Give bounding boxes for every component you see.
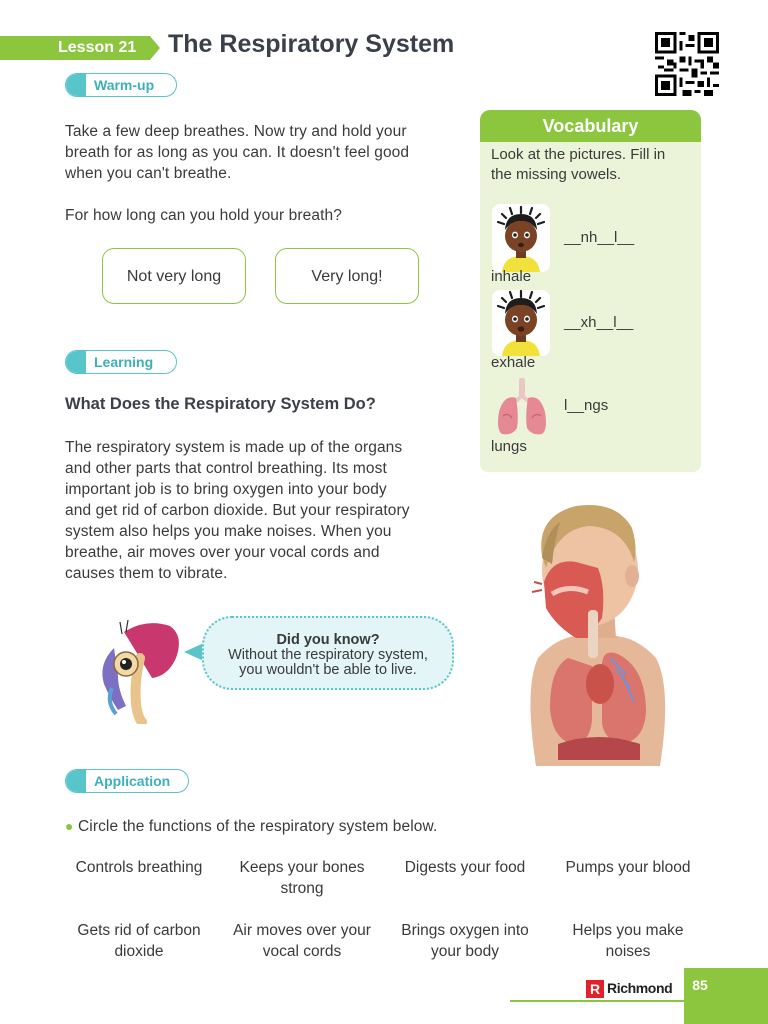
warmup-line: when you can't breathe.: [65, 165, 232, 182]
learning-line: important job is to bring oxygen into your body: [65, 481, 387, 498]
function-option-line: your body: [430, 943, 500, 960]
learning-paragraph: [65, 437, 475, 584]
function-option-line: Digests your food: [404, 859, 526, 876]
lesson-tag: [0, 36, 160, 60]
mascot-character-icon: [96, 618, 186, 724]
learning-line: and get rid of carbon dioxide. But your respiratory: [65, 502, 410, 519]
application-instruction: Circle the functions of the respiratory system below.: [77, 818, 438, 835]
learning-pill: [65, 350, 177, 374]
vocab-blank-lungs[interactable]: l__ngs: [564, 397, 609, 414]
vocab-blank-exhale[interactable]: __xh__l__: [564, 314, 634, 331]
richmond-logo-icon: R: [586, 980, 604, 998]
function-option-line: Helps you make: [572, 922, 684, 939]
respiratory-anatomy-illustration: [506, 498, 688, 766]
learning-line: causes them to vibrate.: [65, 565, 228, 582]
inhale-child-icon: [492, 204, 550, 272]
function-option[interactable]: [64, 857, 214, 878]
lungs-icon: [494, 376, 550, 438]
warmup-line: breath for as long as you can. It doesn't feel good: [65, 144, 410, 161]
did-you-know-bubble: [202, 616, 454, 690]
answer-not-very-long[interactable]: Not very long: [102, 248, 246, 304]
function-option[interactable]: [227, 920, 377, 962]
bullet-icon: ●: [65, 818, 74, 834]
page-title: The Respiratory System: [168, 30, 455, 58]
function-option-line: Gets rid of carbon: [77, 922, 201, 939]
exhale-child-icon: [492, 290, 550, 356]
vocab-instr-line: Look at the pictures. Fill in: [491, 146, 666, 163]
function-option[interactable]: [227, 857, 377, 899]
function-option-line: Air moves over your: [233, 922, 371, 939]
warmup-pill: [65, 73, 177, 97]
did-you-know-line: you wouldn't be able to live.: [239, 662, 417, 678]
qr-code-icon[interactable]: [655, 32, 719, 96]
learning-line: The respiratory system is made up of the organs: [65, 439, 403, 456]
function-option-line: dioxide: [114, 943, 164, 960]
function-option-line: vocal cords: [262, 943, 342, 960]
function-option[interactable]: [390, 920, 540, 962]
learning-line: system also helps you make noises. When you: [65, 523, 392, 540]
function-option-line: strong: [280, 880, 324, 897]
learning-label: Learning: [94, 354, 154, 370]
vocabulary-instructions: [491, 145, 696, 185]
function-option[interactable]: [553, 857, 703, 878]
answer-very-long[interactable]: Very long!: [275, 248, 419, 304]
page-number: 85: [692, 977, 708, 993]
vocab-instr-line: the missing vowels.: [491, 166, 622, 183]
warmup-paragraph: [65, 121, 465, 184]
lesson-label: Lesson 21: [58, 39, 137, 56]
function-option-line: Controls breathing: [75, 859, 203, 876]
vocab-word-inhale: inhale: [491, 268, 532, 285]
learning-line: and other parts that control breathing. Its most: [65, 460, 387, 477]
function-option-line: noises: [605, 943, 651, 960]
application-instruction-row: [65, 816, 437, 837]
function-option[interactable]: [64, 920, 214, 962]
warmup-question: For how long can you hold your breath?: [65, 207, 342, 224]
application-label: Application: [94, 773, 171, 789]
function-option[interactable]: [390, 857, 540, 878]
function-option-line: Keeps your bones: [239, 859, 365, 876]
warmup-line: Take a few deep breathes. Now try and hold your: [65, 123, 407, 140]
application-pill: [65, 769, 189, 793]
function-option-line: Pumps your blood: [565, 859, 691, 876]
footer-divider: [510, 1000, 688, 1002]
learning-heading: What Does the Respiratory System Do?: [65, 395, 376, 413]
learning-line: breathe, air moves over your vocal cords and: [65, 544, 380, 561]
vocab-word-exhale: exhale: [491, 354, 536, 371]
vocab-blank-inhale[interactable]: __nh__l__: [564, 229, 635, 246]
function-option[interactable]: [553, 920, 703, 962]
did-you-know-title: Did you know?: [276, 632, 380, 648]
vocab-word-lungs: lungs: [491, 438, 527, 455]
warmup-label: Warm-up: [94, 77, 155, 93]
did-you-know-line: Without the respiratory system,: [228, 647, 428, 663]
function-option-line: Brings oxygen into: [401, 922, 529, 939]
brand-name: Richmond: [607, 980, 673, 996]
vocabulary-title: Vocabulary: [480, 110, 701, 142]
